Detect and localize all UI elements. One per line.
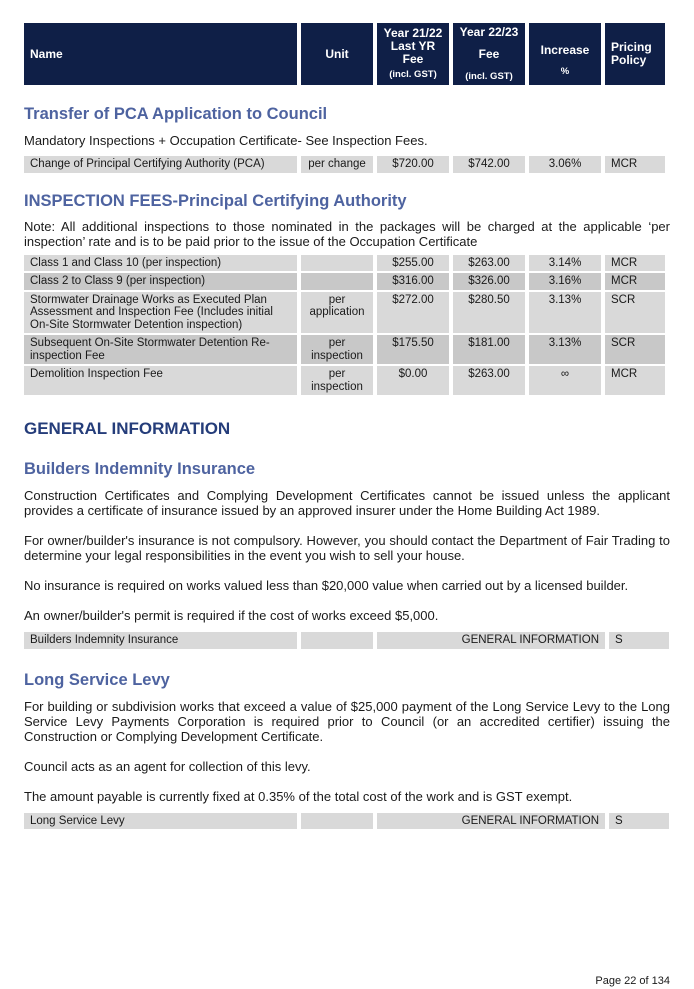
fee-schedule-page [24, 23, 670, 831]
row-name: Demolition Inspection Fee [24, 366, 297, 395]
row-info: GENERAL INFORMATION [377, 813, 605, 830]
row-unit [301, 273, 373, 290]
row-name: Class 2 to Class 9 (per inspection) [24, 273, 297, 290]
header-last-year-line4: (incl. GST) [389, 69, 437, 80]
row-info: GENERAL INFORMATION [377, 632, 605, 649]
row-policy: MCR [605, 156, 665, 173]
row-name: Class 1 and Class 10 (per inspection) [24, 255, 297, 272]
row-increase: ∞ [529, 366, 601, 395]
table-row [24, 813, 670, 830]
general-info-title: GENERAL INFORMATION [24, 419, 231, 438]
table-row [24, 292, 670, 334]
header-last-year-line2: Last YR [390, 39, 436, 53]
levy-para-3: The amount payable is currently fixed at 0.35% of the total cost of the work and is GST exempt. [24, 788, 573, 804]
header-last-year-line1: Year 21/22 [383, 26, 443, 40]
row-unit: per change [301, 156, 373, 173]
row-policy: MCR [605, 366, 665, 395]
table-row [24, 366, 670, 395]
levy-para-1: For building or subdivision works that exceed a value of $25,000 payment of the Long Service Levy to the Long Service Levy Payments Corporation is required prior to Council (or an accredited certifier) issuing the Construction or Complying Development Certificate. [24, 698, 670, 744]
header-fee-line3: (incl. GST) [465, 70, 513, 82]
row-name: Stormwater Drainage Works as Executed Plan Assessment and Inspection Fee (Includes initial On-Site Stormwater Detention inspection) [24, 292, 297, 334]
row-fee: $263.00 [453, 366, 525, 395]
row-policy: MCR [605, 273, 665, 290]
pca-section-title: Transfer of PCA Application to Council [24, 105, 328, 123]
row-fee: $181.00 [453, 335, 525, 364]
row-policy: S [609, 632, 669, 649]
row-fee: $326.00 [453, 273, 525, 290]
row-unit [301, 813, 373, 830]
row-name: Change of Principal Certifying Authority (PCA) [24, 156, 297, 173]
inspection-table [24, 255, 670, 396]
levy-para-2: Council acts as an agent for collection of this levy. [24, 758, 311, 774]
row-policy: SCR [605, 335, 665, 364]
inspection-section-title: INSPECTION FEES-Principal Certifying Authority [24, 191, 407, 210]
header-policy-line1: Pricing [611, 40, 652, 54]
row-name: Long Service Levy [24, 813, 297, 830]
row-unit [301, 632, 373, 649]
header-increase-line2: % [560, 66, 570, 77]
row-policy: SCR [605, 292, 665, 334]
header-unit: Unit [301, 23, 373, 85]
row-policy: MCR [605, 255, 665, 272]
header-last-year-line3: Fee [402, 52, 424, 66]
builders-para-4: An owner/builder's permit is required if the cost of works exceed $5,000. [24, 608, 439, 623]
row-unit: per inspection [301, 335, 373, 364]
inspection-note: Note: All additional inspections to those nominated in the packages will be charged at the applicable ‘per inspection’ rate and is to be paid prior to the issue of the Occupation Certificate [24, 218, 670, 249]
row-name: Subsequent On-Site Stormwater Detention Re-inspection Fee [24, 335, 297, 364]
builders-para-1: Construction Certificates and Complying Development Certificates cannot be issued unless the applicant provides a certificate of insurance issued by an approved insurer under the Home Building Act 1989. [24, 488, 670, 518]
page-number: Page 22 of 134 [595, 975, 670, 987]
row-last-fee: $175.50 [377, 335, 449, 364]
header-increase [529, 23, 601, 85]
row-name: Builders Indemnity Insurance [24, 632, 297, 649]
builders-para-3: No insurance is required on works valued less than $20,000 value when carried out by a licensed builder. [24, 578, 629, 593]
row-unit [301, 255, 373, 272]
row-increase: 3.13% [529, 335, 601, 364]
row-last-fee: $255.00 [377, 255, 449, 272]
row-last-fee: $720.00 [377, 156, 449, 173]
row-policy: S [609, 813, 669, 830]
levy-title: Long Service Levy [24, 670, 170, 689]
row-fee: $280.50 [453, 292, 525, 334]
header-increase-line1: Increase [540, 43, 590, 57]
header-fee [453, 23, 525, 85]
row-increase: 3.13% [529, 292, 601, 334]
table-row [24, 335, 670, 364]
table-row [24, 255, 670, 272]
table-header [24, 23, 670, 85]
row-fee: $263.00 [453, 255, 525, 272]
header-last-year [377, 23, 449, 85]
row-increase: 3.16% [529, 273, 601, 290]
table-row [24, 156, 670, 173]
header-fee-line1: Year 22/23 [459, 24, 519, 39]
header-policy-line2: Policy [611, 53, 647, 67]
header-policy [605, 23, 665, 85]
row-last-fee: $272.00 [377, 292, 449, 334]
row-unit: per inspection [301, 366, 373, 395]
header-name: Name [24, 23, 297, 85]
row-last-fee: $316.00 [377, 273, 449, 290]
builders-para-2: For owner/builder's insurance is not compulsory. However, you should contact the Department of Fair Trading to determine your legal responsibilities in the event you wish to sell your house. [24, 533, 670, 563]
row-increase: 3.06% [529, 156, 601, 173]
row-last-fee: $0.00 [377, 366, 449, 395]
table-row [24, 273, 670, 290]
row-unit: per application [301, 292, 373, 334]
pca-note: Mandatory Inspections + Occupation Certificate- See Inspection Fees. [24, 133, 428, 148]
header-fee-line2: Fee [478, 46, 500, 61]
builders-title: Builders Indemnity Insurance [24, 460, 256, 478]
row-increase: 3.14% [529, 255, 601, 272]
row-fee: $742.00 [453, 156, 525, 173]
table-row [24, 632, 670, 649]
